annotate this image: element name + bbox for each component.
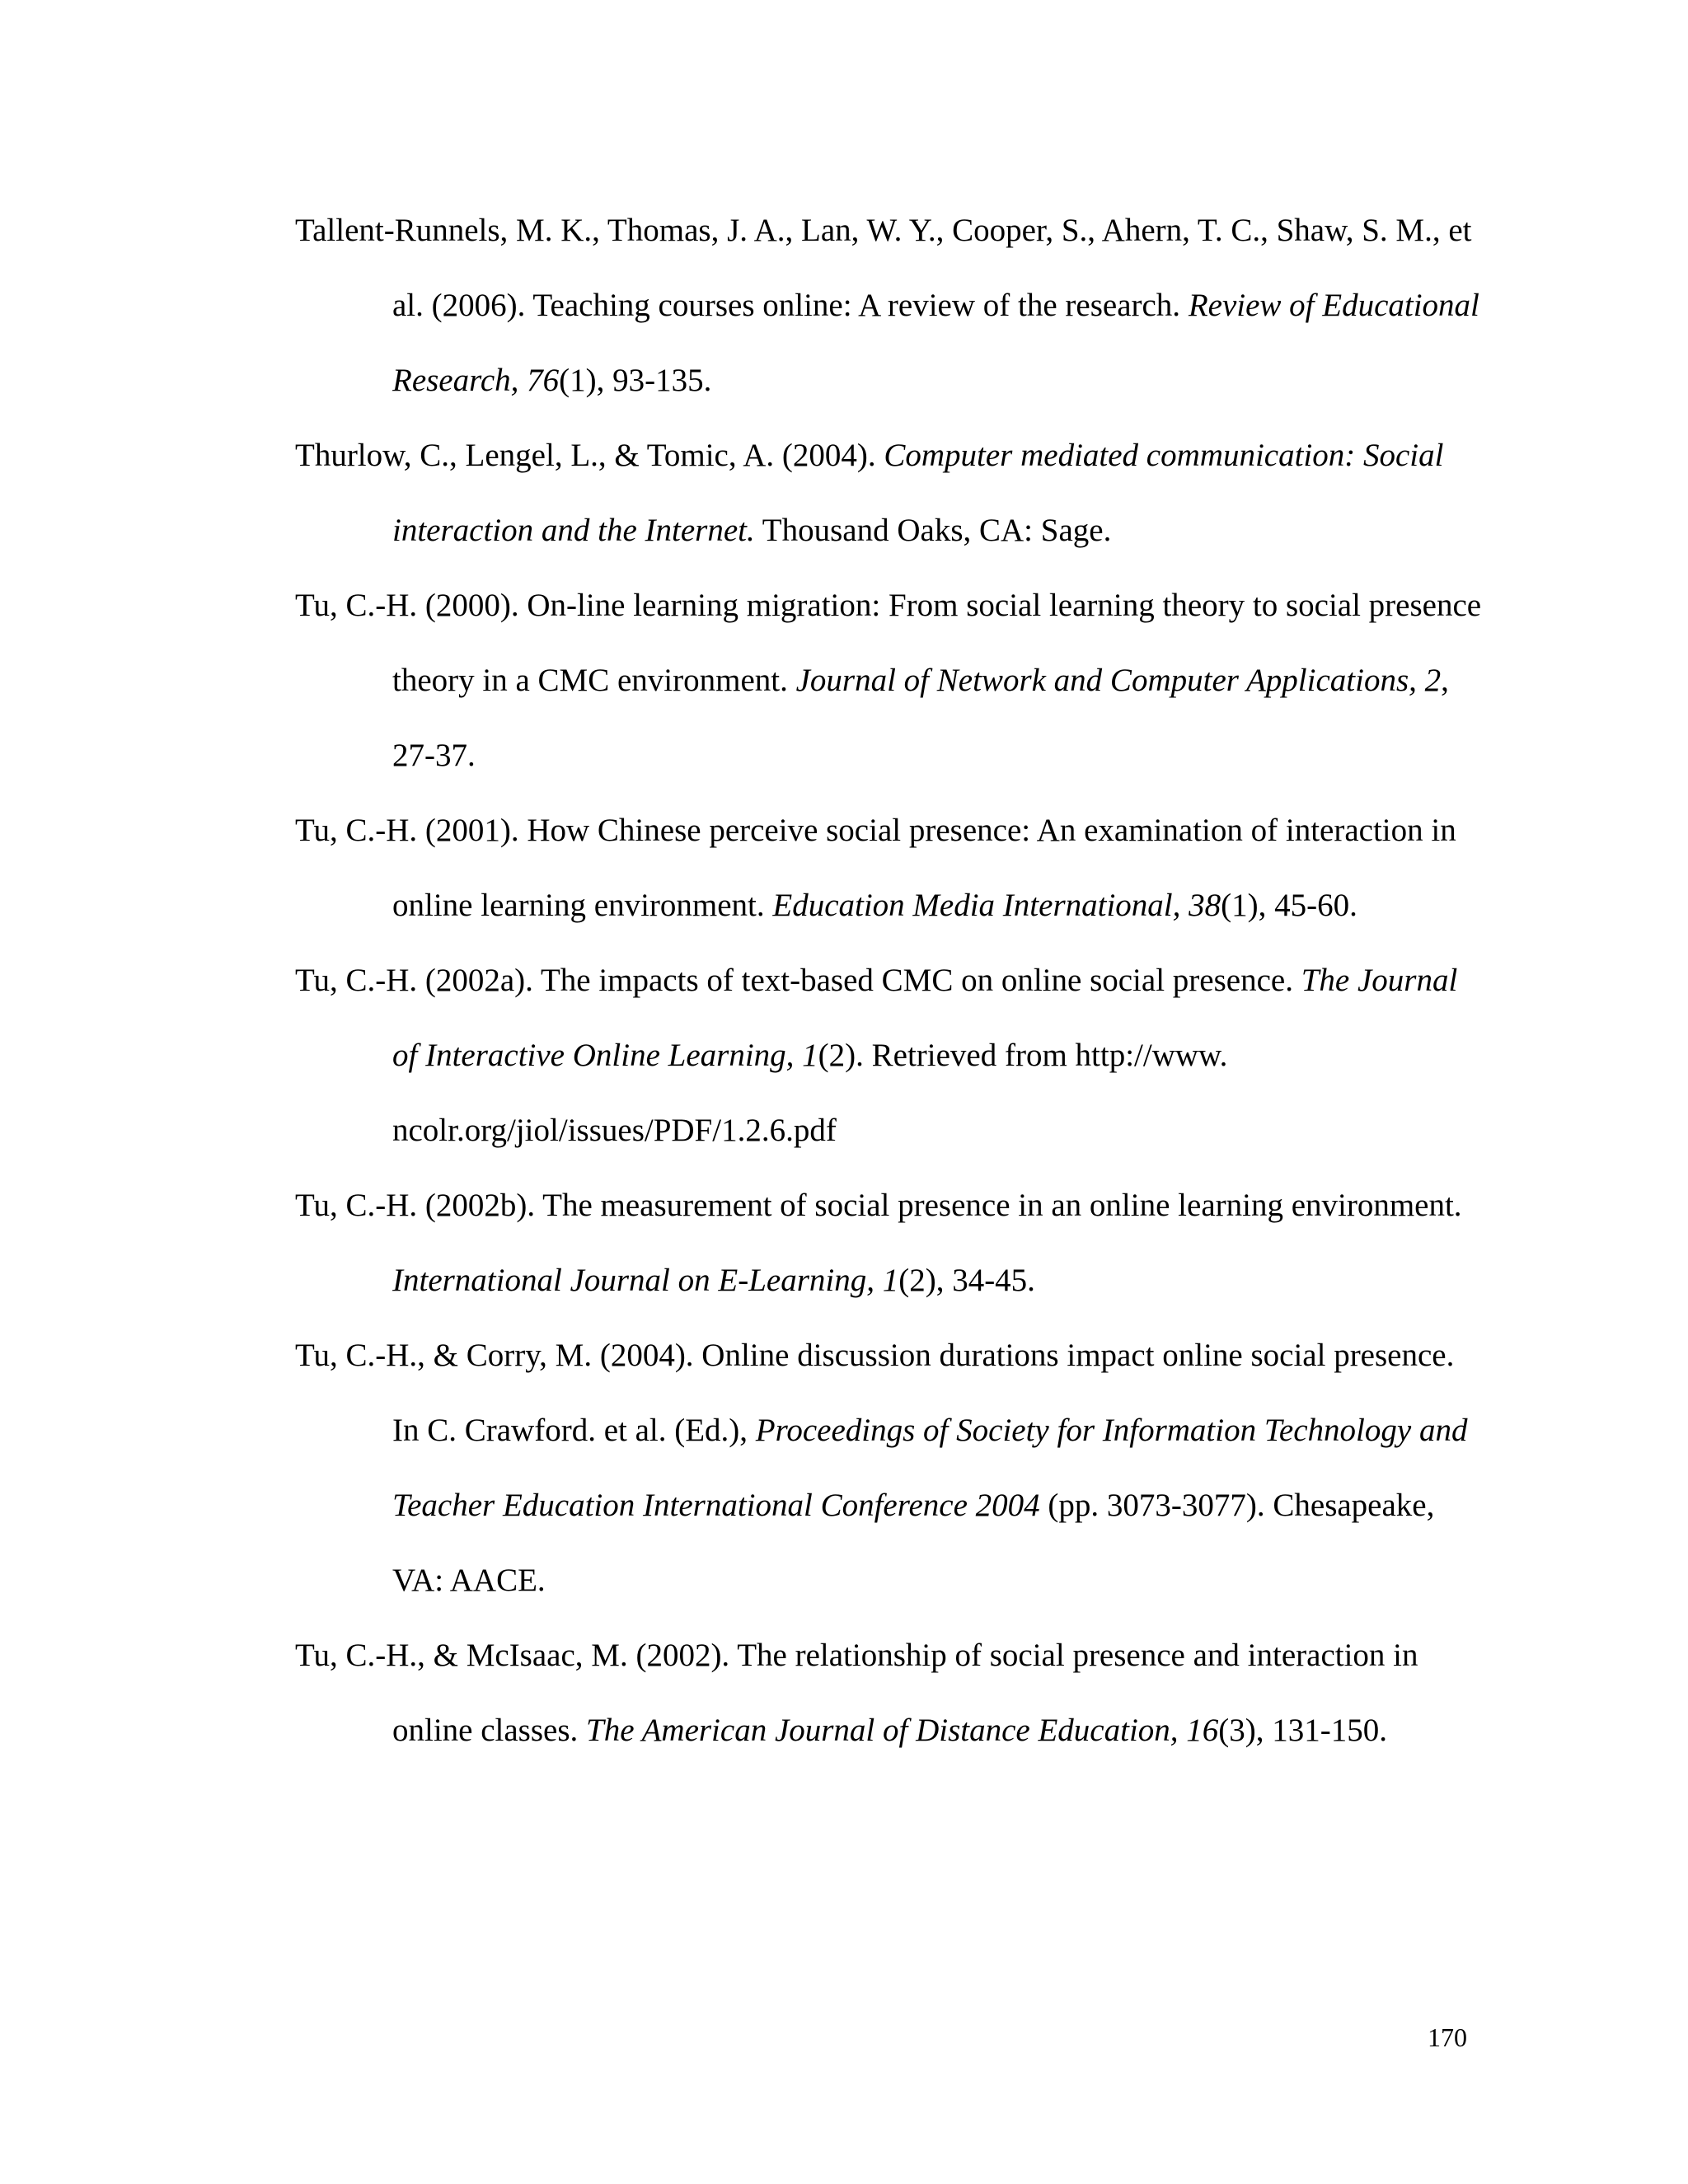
- reference-text: (1), 45-60.: [1221, 888, 1357, 923]
- reference-url-text: (2). Retrieved from http://www. ncolr.org/jiol/issues/PDF/1.2.6.pdf: [392, 1038, 1228, 1148]
- reference-text: Thousand Oaks, CA: Sage.: [754, 513, 1112, 548]
- reference-source-italic: The Journal of Interactive Online Learning, 1: [392, 963, 1458, 1073]
- reference-text: Tallent-Runnels, M. K., Thomas, J. A., Lan, W. Y., Cooper, S., Ahern, T. C., Shaw, S. M., et al. (2006). Teaching courses online: A review of the research.: [295, 213, 1472, 323]
- reference-text: Tu, C.-H., & Corry, M. (2004). Online discussion durations impact online social presence. In C. Crawford. et al. (Ed.),: [295, 1338, 1455, 1448]
- reference-entry: [295, 1168, 1482, 1318]
- reference-entry: [295, 793, 1482, 943]
- reference-text: Thurlow, C., Lengel, L., & Tomic, A. (2004).: [295, 438, 884, 473]
- reference-text: (2), 34-45.: [898, 1263, 1035, 1298]
- reference-source-italic: Review of Educational Research, 76: [392, 288, 1479, 398]
- reference-text: (1), 93-135.: [559, 363, 712, 398]
- reference-text: , 27-37.: [392, 663, 1449, 773]
- reference-source-italic: Computer mediated communication: Social interaction and the Internet.: [392, 438, 1444, 548]
- reference-text: (pp. 3073-3077). Chesapeake, VA: AACE.: [392, 1488, 1435, 1598]
- page-number: 170: [1428, 2022, 1467, 2052]
- reference-list: [295, 193, 1482, 1768]
- reference-entry: [295, 1618, 1482, 1768]
- reference-source-italic: Journal of Network and Computer Applications, 2: [795, 663, 1442, 698]
- reference-source-italic: International Journal on E-Learning, 1: [392, 1263, 899, 1298]
- reference-source-italic: Proceedings of Society for Information Technology and Teacher Education International Conference 2004: [392, 1413, 1468, 1523]
- reference-text: Tu, C.-H. (2000). On-line learning migration: From social learning theory to social presence theory in a CMC environment.: [295, 588, 1482, 698]
- reference-entry: [295, 943, 1482, 1168]
- reference-entry: [295, 568, 1482, 793]
- reference-entry: [295, 418, 1482, 568]
- reference-text: Tu, C.-H. (2002a). The impacts of text-based CMC on online social presence.: [295, 963, 1301, 998]
- reference-text: (3), 131-150.: [1218, 1713, 1388, 1748]
- reference-source-italic: The American Journal of Distance Education, 16: [586, 1713, 1219, 1748]
- reference-entry: [295, 193, 1482, 418]
- reference-text: Tu, C.-H. (2001). How Chinese perceive social presence: An examination of interaction in online learning environment.: [295, 813, 1456, 923]
- reference-entry: [295, 1318, 1482, 1618]
- reference-source-italic: Education Media International, 38: [772, 888, 1221, 923]
- reference-text: Tu, C.-H. (2002b). The measurement of social presence in an online learning environment.: [295, 1188, 1462, 1223]
- reference-text: Tu, C.-H., & McIsaac, M. (2002). The relationship of social presence and interaction in online classes.: [295, 1638, 1418, 1748]
